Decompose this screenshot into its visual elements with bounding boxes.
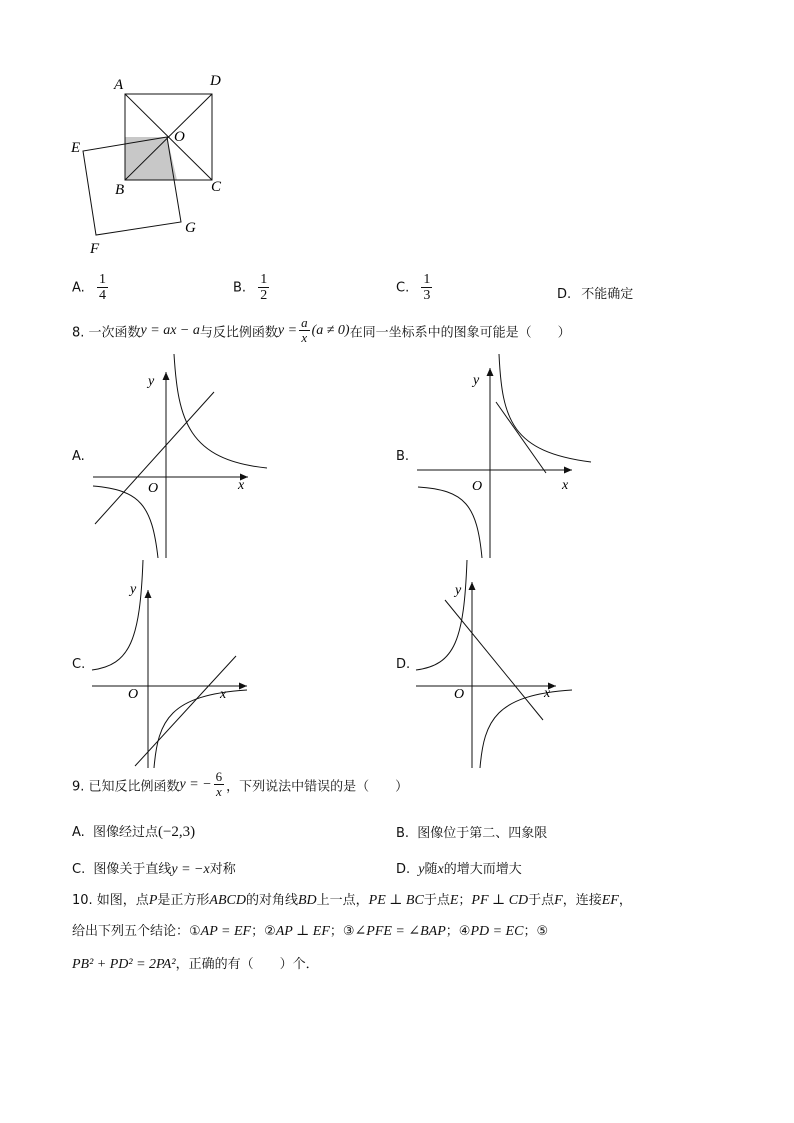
option-text: 随: [424, 862, 438, 877]
text: ；: [458, 893, 472, 908]
q8-eq2-cond: (a ≠ 0): [311, 322, 350, 338]
hyperbola-branch-1: [92, 560, 143, 670]
q9-option-c[interactable]: [72, 858, 236, 878]
origin-label: O: [454, 687, 465, 702]
q8-linear-eq: y = ax − a: [140, 322, 200, 338]
y-axis-arrow-icon: [469, 582, 476, 590]
y-label: y: [148, 374, 155, 389]
conclusion-3-marker: ③: [342, 924, 355, 939]
x-label: x: [562, 478, 569, 493]
option-var-x: x: [437, 862, 444, 877]
y-label: y: [455, 583, 462, 598]
q8-stem: [72, 316, 571, 346]
q9-option-a[interactable]: [72, 821, 195, 841]
fraction: [258, 272, 269, 304]
conclusion-4-marker: ④: [458, 924, 471, 939]
q7-option-b[interactable]: [233, 272, 269, 304]
q9-option-d[interactable]: [396, 858, 522, 878]
x-label: x: [238, 478, 245, 493]
var-ef: EF: [601, 893, 619, 908]
label-b: B: [115, 182, 125, 198]
q8-mid: 与反比例函数: [199, 325, 278, 341]
label-d: D: [210, 73, 221, 89]
origin-label: O: [148, 481, 159, 496]
option-text: 不能确定: [581, 287, 634, 302]
linear-line: [445, 600, 543, 720]
label-g: G: [185, 220, 196, 236]
text: 于点: [423, 893, 450, 908]
q8-prefix: 8. 一次函数: [72, 325, 141, 341]
label-o: O: [174, 129, 185, 145]
y-axis-arrow-icon: [163, 372, 170, 380]
q8-option-a-label[interactable]: A.: [72, 449, 85, 464]
q9-option-b[interactable]: [396, 822, 547, 841]
conclusion-2-marker: ②: [264, 924, 276, 939]
q8-eq2-lhs: y =: [277, 322, 298, 338]
q8-graph-b: [414, 350, 599, 565]
q8-graph-a: [90, 350, 275, 565]
q8-graph-c: [90, 556, 255, 771]
q10-line-2: [72, 920, 548, 940]
text: ，正确的有（ ）个．: [175, 957, 319, 972]
y-axis-arrow-icon: [145, 590, 152, 598]
text: ；: [329, 924, 343, 939]
option-label: A.: [72, 280, 85, 296]
text: ；: [445, 924, 459, 939]
denominator: 4: [98, 288, 106, 304]
option-label: D.: [557, 287, 572, 302]
option-text: 图像经过点: [92, 825, 158, 840]
var-bd: BD: [297, 893, 317, 908]
denominator: x: [301, 330, 308, 346]
conclusion-4: PD = EC: [470, 924, 524, 939]
y-label: y: [473, 373, 480, 388]
label-e: E: [71, 140, 81, 156]
x-label: x: [544, 686, 551, 701]
option-label: C.: [396, 280, 410, 296]
x-axis-arrow-icon: [239, 683, 247, 690]
linear-line: [95, 392, 214, 524]
label-f: F: [90, 241, 100, 257]
conclusion-2: AP ⊥ EF: [275, 924, 330, 939]
q8-option-c-label[interactable]: C.: [72, 657, 86, 672]
option-eq: y = −x: [171, 862, 210, 877]
denominator: x: [216, 784, 222, 800]
text: ，: [618, 893, 632, 908]
numerator: 1: [260, 272, 268, 287]
denominator: 3: [423, 288, 431, 304]
q7-option-d[interactable]: [557, 283, 633, 302]
q9-suffix: ，下列说法中错误的是（ ）: [226, 779, 409, 795]
text: 给出下列五个结论：: [72, 924, 190, 939]
conclusion-3: ∠PFE = ∠BAP: [354, 924, 446, 939]
text: 10. 如图，点: [72, 893, 149, 908]
option-label: C.: [72, 862, 86, 877]
text: ，连接: [562, 893, 602, 908]
var-abcd: ABCD: [209, 893, 246, 908]
text: 上一点，: [316, 893, 369, 908]
option-text-2: 对称: [209, 862, 236, 877]
text: 的对角线: [245, 893, 298, 908]
text: ；: [523, 924, 537, 939]
x-label: x: [220, 687, 227, 702]
numerator: 6: [215, 769, 223, 784]
option-label: D.: [396, 862, 411, 877]
q8-option-d-label[interactable]: D.: [396, 657, 411, 672]
q9-prefix: 9. 已知反比例函数: [72, 779, 180, 795]
text: 是正方形: [157, 893, 210, 908]
q8-option-b-label[interactable]: B.: [396, 449, 410, 464]
conclusion-1: AP = EF: [200, 924, 252, 939]
x-axis-arrow-icon: [564, 467, 572, 474]
q9-stem: [72, 770, 408, 800]
option-label: B.: [396, 826, 410, 841]
numerator: a: [301, 315, 308, 330]
shaded-region: [125, 137, 177, 180]
option-label: B.: [233, 280, 247, 296]
label-a: A: [114, 77, 124, 93]
denominator: 2: [260, 288, 268, 304]
eq-pf-cd: PF ⊥ CD: [471, 893, 529, 908]
option-text: 图像关于直线: [93, 862, 172, 877]
q10-line-3: [72, 953, 319, 973]
origin-label: O: [472, 479, 483, 494]
q8-graph-d: [414, 556, 579, 771]
conclusion-5: PB² + PD² = 2PA²: [72, 957, 176, 972]
var-e: E: [449, 893, 459, 908]
hyperbola-branch-2: [480, 690, 572, 768]
conclusion-1-marker: ①: [189, 924, 201, 939]
conclusion-5-marker: ⑤: [536, 924, 549, 939]
linear-line: [496, 402, 546, 473]
q9-eq-lhs: y = −: [179, 776, 212, 792]
q10-line-1: [72, 889, 632, 909]
origin-label: O: [128, 687, 139, 702]
numerator: 1: [98, 272, 106, 287]
y-axis-arrow-icon: [487, 368, 494, 376]
q7-option-c[interactable]: [396, 272, 432, 304]
eq-pe-bc: PE ⊥ BC: [368, 893, 424, 908]
hyperbola-branch-2: [154, 690, 247, 768]
hyperbola-branch-1: [499, 354, 591, 462]
y-label: y: [130, 582, 137, 597]
hyperbola-branch-2: [93, 486, 158, 558]
label-c: C: [211, 179, 222, 195]
q7-figure: [60, 66, 240, 266]
var-p: P: [148, 893, 158, 908]
hyperbola-branch-1: [416, 560, 467, 670]
fraction: [421, 272, 432, 304]
q9-eq-fraction: [214, 770, 225, 800]
hyperbola-branch-1: [174, 354, 267, 468]
q7-option-a[interactable]: [72, 272, 108, 304]
q8-eq2-fraction: [299, 316, 310, 346]
fraction: [97, 272, 108, 304]
option-var-y: y: [418, 862, 425, 877]
option-text-2: 的增大而增大: [443, 862, 522, 877]
option-label: A.: [72, 825, 85, 840]
text: 于点: [528, 893, 555, 908]
option-text: 图像位于第二、四象限: [417, 826, 548, 841]
q8-suffix: 在同一坐标系中的图象可能是（ ）: [349, 325, 571, 341]
numerator: 1: [423, 272, 431, 287]
linear-line: [135, 656, 236, 766]
hyperbola-branch-2: [418, 487, 482, 558]
option-point: (−2,3): [157, 824, 196, 840]
text: ；: [251, 924, 265, 939]
var-f: F: [554, 893, 563, 908]
